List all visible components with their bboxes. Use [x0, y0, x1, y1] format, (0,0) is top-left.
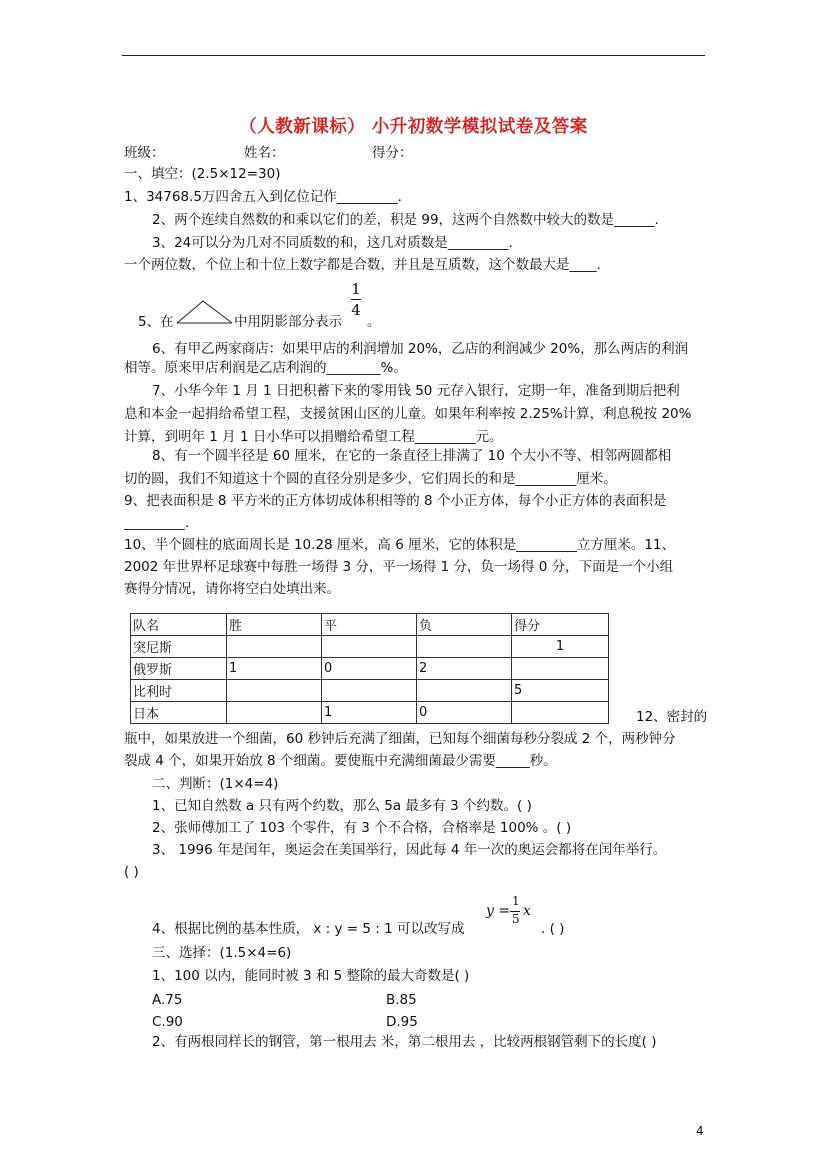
- section-fill-heading: 一、填空：(2.5×12=30): [124, 166, 281, 182]
- fraction-denominator: 4: [351, 301, 361, 319]
- question-9-line-1: 9、把表面积是 8 平方米的正方体切成体积相等的 8 个小正方体，每个小正方体的表面积是: [124, 493, 667, 509]
- table-cell: 1: [512, 636, 609, 658]
- header-points: 得分: [512, 614, 609, 636]
- question-1: 1、34768.5万四舍五入到亿位记作_________.: [124, 189, 402, 205]
- name-label: 姓名：: [244, 145, 285, 161]
- table-cell: 日本: [131, 702, 227, 724]
- question-3: 3、24可以分为几对不同质数的和，这几对质数是_________.: [152, 235, 513, 251]
- choice-1: 1、100 以内，能同时被 3 和 5 整除的最大奇数是( ): [152, 968, 470, 984]
- score-label: 得分：: [372, 145, 413, 161]
- table-cell: 比利时: [131, 680, 227, 702]
- judge-2: 2、张师傅加工了 103 个零件，有 3 个不合格，合格率是 100% 。( ): [152, 820, 572, 836]
- table-cell: 俄罗斯: [131, 658, 227, 680]
- question-12-line-1: 12、密封的: [636, 709, 708, 725]
- equation-y-equals-fifth-x: [486, 894, 536, 934]
- section-judge-heading: 二、判断：(1×4=4): [152, 776, 279, 792]
- question-2: 2、两个连续自然数的和乘以它们的差，积是 99，这两个自然数中较大的数是______.: [152, 212, 659, 228]
- question-8-line-1: 8、有一个圆半径是 60 厘米，在它的一条直径上排满了 10 个大小不等、相邻两圆都相: [152, 448, 672, 464]
- triangle-figure: [176, 299, 234, 325]
- choice-1-option-b: B.85: [386, 992, 417, 1008]
- section-choice-heading: 三、选择：(1.5×4=6): [152, 945, 292, 961]
- equation-variable: x: [523, 903, 531, 919]
- question-5-prefix: 5、在: [138, 314, 174, 330]
- table-cell: 0: [322, 658, 417, 680]
- table-row: [131, 680, 609, 702]
- header-win: 胜: [227, 614, 322, 636]
- table-cell: [227, 636, 322, 658]
- judge-3-line-1: 3、 1996 年是闰年，奥运会在美国举行，因此每 4 年一次的奥运会都将在闰年举行。: [152, 842, 667, 858]
- question-11-line-2: 赛得分情况，请你将空白处填出来。: [124, 581, 340, 597]
- table-cell: 1: [322, 702, 417, 724]
- equation-numerator: 1: [512, 894, 520, 908]
- choice-1-option-c: C.90: [152, 1014, 183, 1030]
- question-6-line-2: 相等。原来甲店利润是乙店利润的________%。: [124, 360, 407, 376]
- page-number: 4: [696, 1124, 704, 1138]
- page-title: （人教新课标） 小升初数学模拟试卷及答案: [239, 117, 588, 137]
- choice-1-option-a: A.75: [152, 992, 183, 1008]
- header-draw: 平: [322, 614, 417, 636]
- judge-4-prefix: 4、根据比例的基本性质， x : y = 5 : 1 可以改写成: [152, 921, 465, 937]
- table-cell: 突尼斯: [131, 636, 227, 658]
- table-cell: [417, 680, 512, 702]
- table-cell: 0: [417, 702, 512, 724]
- question-5-end: 。: [367, 314, 381, 330]
- table-cell: [322, 636, 417, 658]
- table-cell: 1: [227, 658, 322, 680]
- question-12-line-3: 裂成 4 个，如果开始放 8 个细菌。要使瓶中充满细菌最少需要_____秒。: [124, 753, 557, 769]
- fraction-numerator: 1: [351, 280, 361, 298]
- header-loss: 负: [417, 614, 512, 636]
- fraction-one-quarter: [348, 280, 364, 319]
- judge-1: 1、已知自然数 a 只有两个约数，那么 5a 最多有 3 个约数。( ): [152, 798, 532, 814]
- judge-4-suffix: . ( ): [541, 921, 565, 937]
- table-cell: [227, 680, 322, 702]
- question-6-line-1: 6、有甲乙两家商店：如果甲店的利润增加 20%，乙店的利润减少 20%，那么两店的利润: [152, 341, 689, 357]
- question-5-middle: 中用阴影部分表示: [234, 314, 342, 330]
- class-label: 班级：: [124, 145, 165, 161]
- choice-1-option-d: D.95: [386, 1014, 418, 1030]
- table-cell: 2: [417, 658, 512, 680]
- equation-denominator: 5: [512, 912, 520, 926]
- score-table: [130, 613, 609, 724]
- table-cell: [417, 636, 512, 658]
- table-cell: [512, 658, 609, 680]
- question-7-line-3: 计算，到明年 1 月 1 日小华可以捐赠给希望工程_________元。: [124, 429, 503, 445]
- question-8-line-2: 切的圆，我们不知道这十个圆的直径分别是多少，它们周长的和是_________厘米。: [124, 471, 617, 487]
- question-12-line-2: 瓶中，如果放进一个细菌，60 秒钟后充满了细菌，已知每个细菌每秒分裂成 2 个，两秒钟分: [124, 731, 676, 747]
- table-header-row: [131, 614, 609, 636]
- judge-3-line-2: ( ): [124, 864, 139, 880]
- table-row: [131, 702, 609, 724]
- question-11-line-1: 2002 年世界杯足球赛中每胜一场得 3 分，平一场得 1 分，负一场得 0 分，下面是一个小组: [124, 559, 674, 575]
- table-row: [131, 658, 609, 680]
- table-cell: [512, 702, 609, 724]
- header-team: 队名: [131, 614, 227, 636]
- equation-left: y =: [486, 903, 511, 919]
- question-7-line-1: 7、小华今年 1 月 1 日把积蓄下来的零用钱 50 元存入银行，定期一年，准备到期后把利: [152, 383, 680, 399]
- table-cell: [227, 702, 322, 724]
- question-4: 一个两位数，个位上和十位上数字都是合数，并且是互质数，这个数最大是____.: [124, 257, 601, 273]
- question-9-line-2: _________.: [124, 515, 190, 531]
- table-cell: [322, 680, 417, 702]
- table-row: [131, 636, 609, 658]
- choice-2: 2、有两根同样长的钢管，第一根用去 米，第二根用去 ，比较两根钢管剩下的长度( ): [152, 1034, 657, 1050]
- question-7-line-2: 息和本金一起捐给希望工程，支援贫困山区的儿童。如果年利率按 2.25%计算，利息税按 20%: [124, 406, 692, 422]
- table-cell: 5: [512, 680, 609, 702]
- fraction-bar: [351, 299, 361, 300]
- header-rule: [122, 55, 705, 56]
- question-10-line-1: 10、半个圆柱的底面周长是 10.28 厘米，高 6 厘米，它的体积是_________立方厘米。11、: [124, 537, 676, 553]
